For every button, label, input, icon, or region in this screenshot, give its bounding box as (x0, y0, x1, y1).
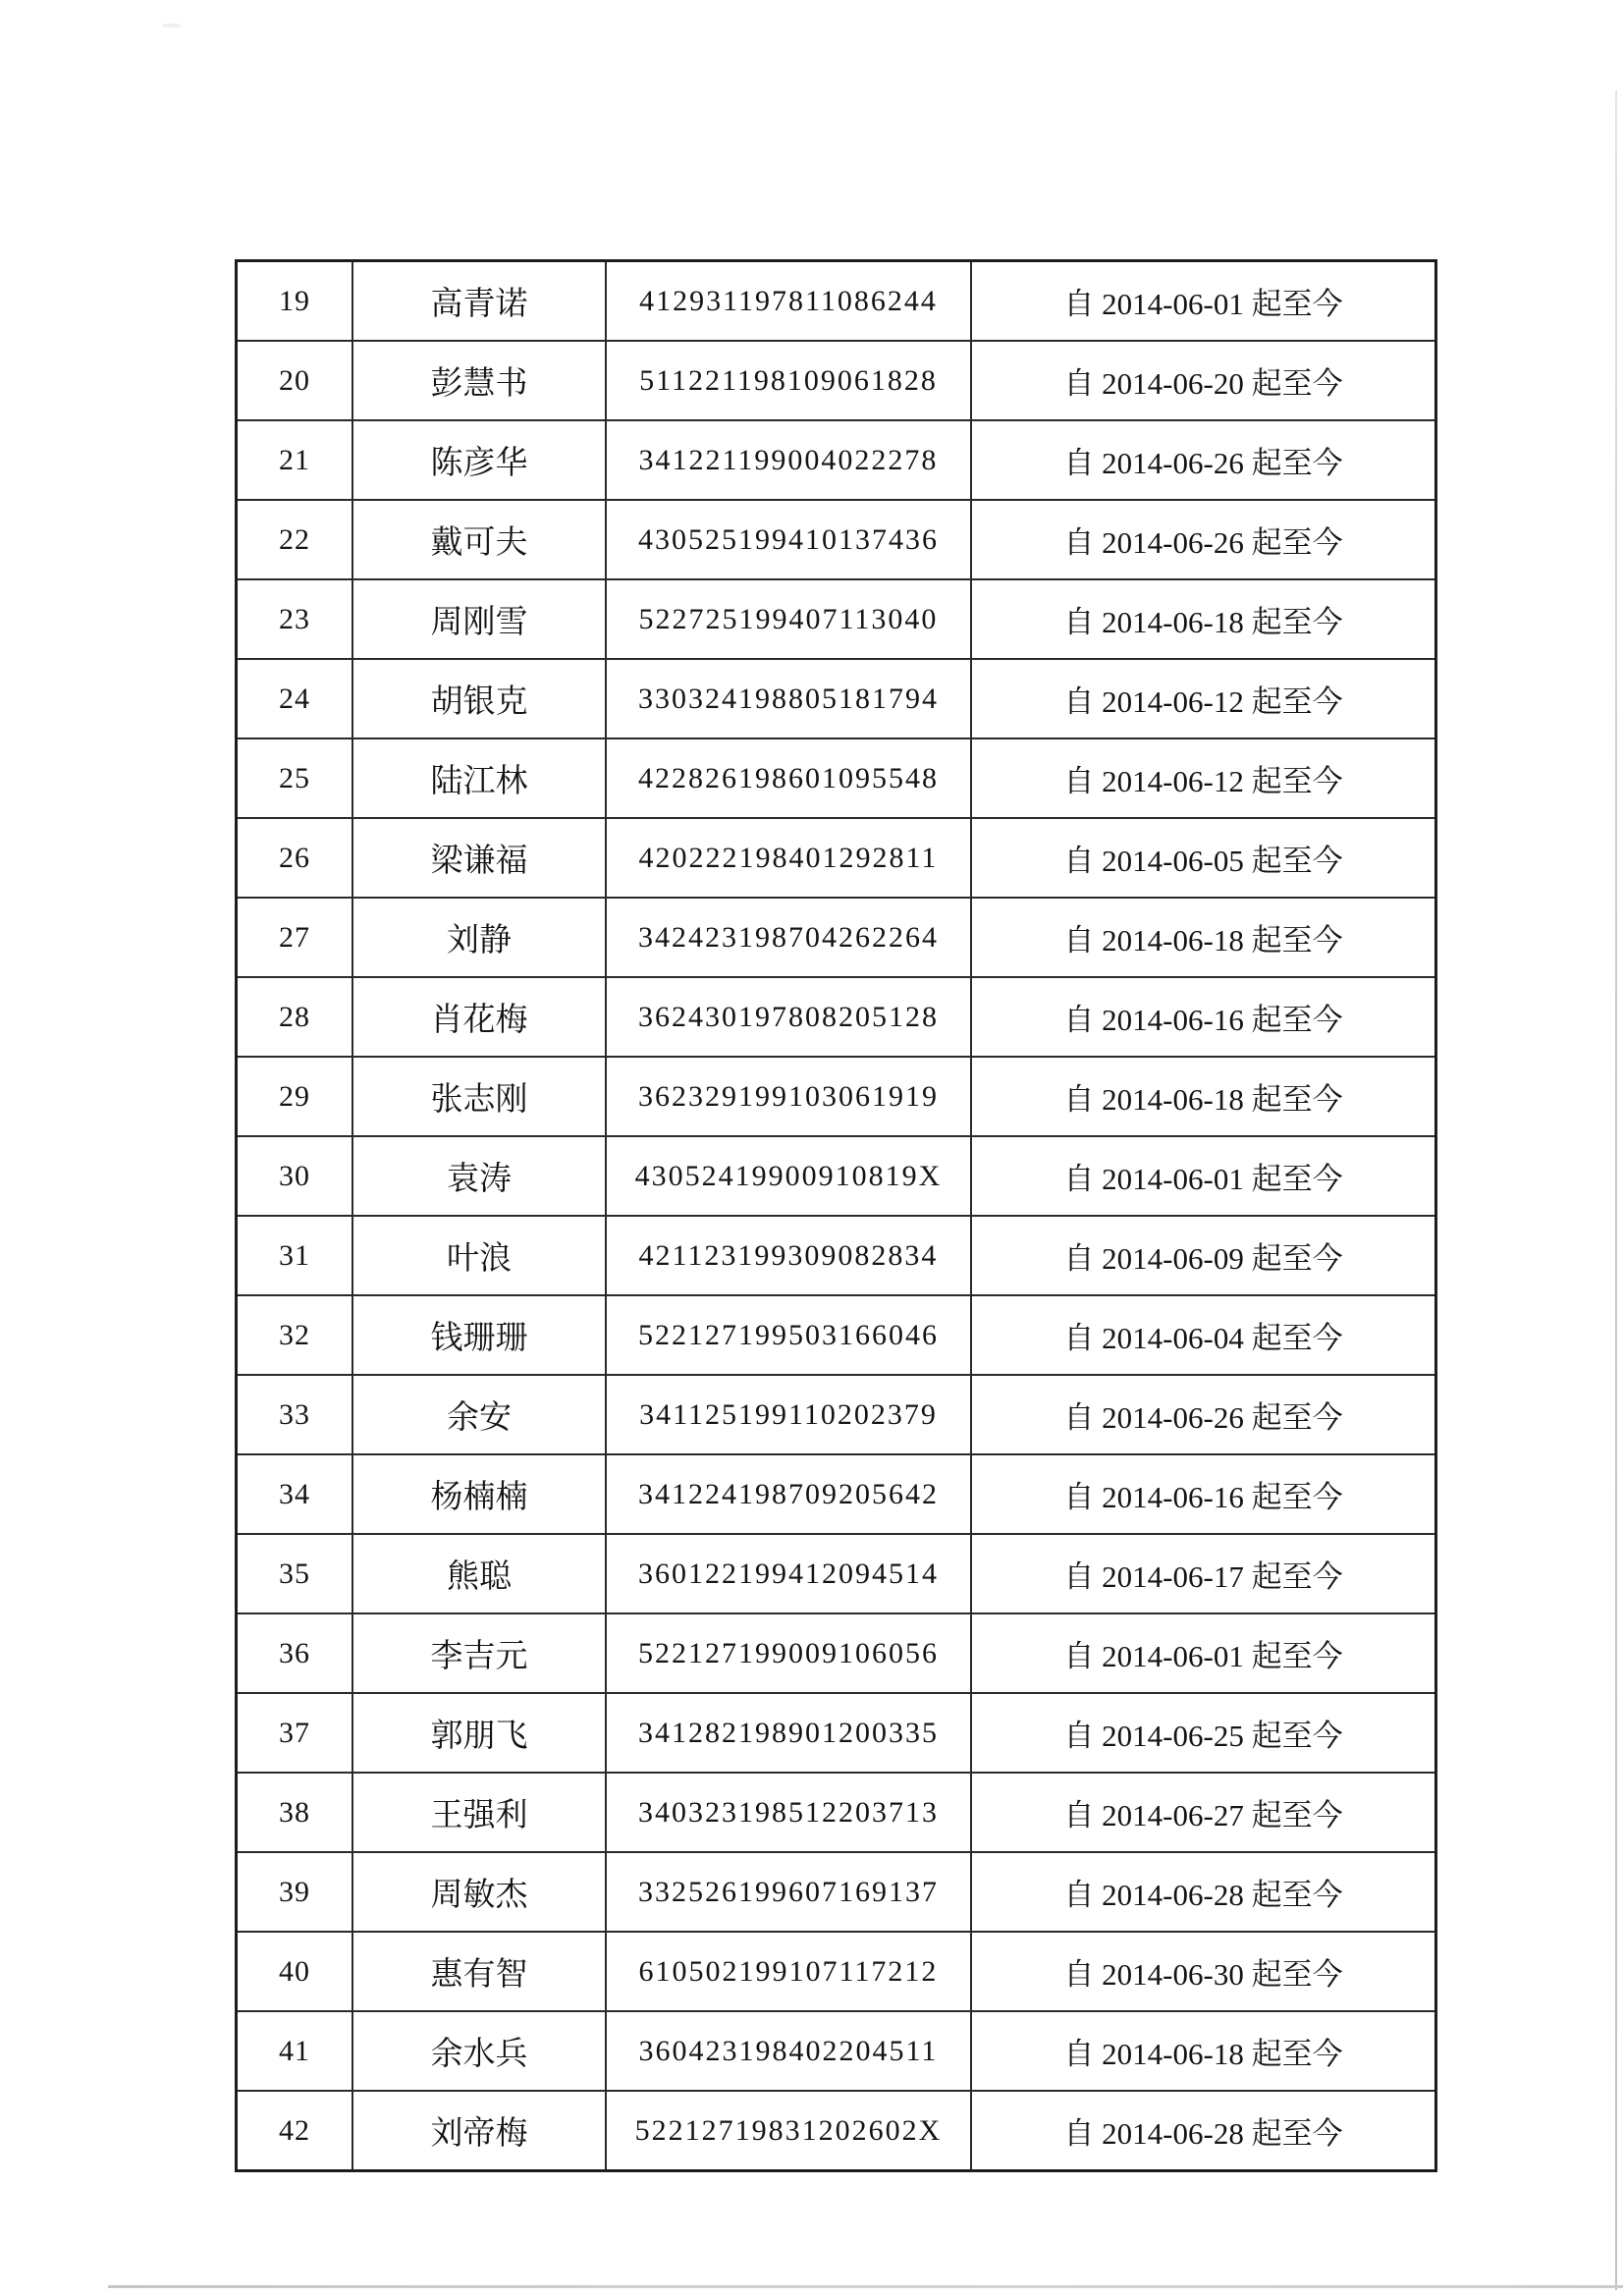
name-cell: 彭慧书 (352, 341, 606, 420)
date-range-cell: 自 2014-06-18 起至今 (971, 898, 1436, 977)
id-number-cell: 421123199309082834 (606, 1216, 971, 1295)
date-range-cell: 自 2014-06-05 起至今 (971, 818, 1436, 898)
table-row (237, 818, 1436, 898)
row-number-cell: 41 (237, 2011, 353, 2091)
table-row (237, 1295, 1436, 1375)
row-number-cell: 20 (237, 341, 353, 420)
id-number-cell: 522127199503166046 (606, 1295, 971, 1375)
row-number-cell: 26 (237, 818, 353, 898)
name-cell: 梁谦福 (352, 818, 606, 898)
table-row (237, 341, 1436, 420)
name-cell: 王强利 (352, 1773, 606, 1852)
scan-smudge-artifact (163, 24, 181, 27)
id-number-cell: 362329199103061919 (606, 1057, 971, 1136)
id-number-cell: 610502199107117212 (606, 1932, 971, 2011)
name-cell: 陆江林 (352, 738, 606, 818)
id-number-cell: 330324198805181794 (606, 659, 971, 738)
roster-table (235, 259, 1437, 2172)
row-number-cell: 34 (237, 1454, 353, 1534)
table-row (237, 420, 1436, 500)
row-number-cell: 32 (237, 1295, 353, 1375)
date-range-cell: 自 2014-06-01 起至今 (971, 1613, 1436, 1693)
name-cell: 余水兵 (352, 2011, 606, 2091)
table-row (237, 579, 1436, 659)
table-row (237, 898, 1436, 977)
date-range-cell: 自 2014-06-17 起至今 (971, 1534, 1436, 1613)
date-range-cell: 自 2014-06-18 起至今 (971, 1057, 1436, 1136)
date-range-cell: 自 2014-06-01 起至今 (971, 261, 1436, 342)
row-number-cell: 30 (237, 1136, 353, 1216)
date-range-cell: 自 2014-06-28 起至今 (971, 2091, 1436, 2171)
date-range-cell: 自 2014-06-25 起至今 (971, 1693, 1436, 1773)
id-number-cell: 511221198109061828 (606, 341, 971, 420)
id-number-cell: 362430197808205128 (606, 977, 971, 1057)
table-row (237, 500, 1436, 579)
id-number-cell: 422826198601095548 (606, 738, 971, 818)
row-number-cell: 27 (237, 898, 353, 977)
date-range-cell: 自 2014-06-09 起至今 (971, 1216, 1436, 1295)
name-cell: 杨楠楠 (352, 1454, 606, 1534)
id-number-cell: 360423198402204511 (606, 2011, 971, 2091)
table-row (237, 1852, 1436, 1932)
row-number-cell: 25 (237, 738, 353, 818)
table-row (237, 1932, 1436, 2011)
date-range-cell: 自 2014-06-16 起至今 (971, 1454, 1436, 1534)
row-number-cell: 31 (237, 1216, 353, 1295)
row-number-cell: 23 (237, 579, 353, 659)
id-number-cell: 522725199407113040 (606, 579, 971, 659)
name-cell: 郭朋飞 (352, 1693, 606, 1773)
table-row (237, 1216, 1436, 1295)
name-cell: 胡银克 (352, 659, 606, 738)
name-cell: 钱珊珊 (352, 1295, 606, 1375)
id-number-cell: 420222198401292811 (606, 818, 971, 898)
name-cell: 肖花梅 (352, 977, 606, 1057)
scan-edge-right-line (1615, 90, 1617, 2290)
table-row (237, 2011, 1436, 2091)
name-cell: 刘帝梅 (352, 2091, 606, 2171)
name-cell: 叶浪 (352, 1216, 606, 1295)
table-row (237, 977, 1436, 1057)
id-number-cell: 341221199004022278 (606, 420, 971, 500)
date-range-cell: 自 2014-06-27 起至今 (971, 1773, 1436, 1852)
row-number-cell: 38 (237, 1773, 353, 1852)
name-cell: 陈彦华 (352, 420, 606, 500)
name-cell: 熊聪 (352, 1534, 606, 1613)
id-number-cell: 360122199412094514 (606, 1534, 971, 1613)
table-row (237, 738, 1436, 818)
name-cell: 刘静 (352, 898, 606, 977)
name-cell: 余安 (352, 1375, 606, 1454)
row-number-cell: 36 (237, 1613, 353, 1693)
date-range-cell: 自 2014-06-18 起至今 (971, 579, 1436, 659)
row-number-cell: 21 (237, 420, 353, 500)
row-number-cell: 39 (237, 1852, 353, 1932)
table-row (237, 1534, 1436, 1613)
id-number-cell: 341282198901200335 (606, 1693, 971, 1773)
row-number-cell: 37 (237, 1693, 353, 1773)
name-cell: 周敏杰 (352, 1852, 606, 1932)
date-range-cell: 自 2014-06-20 起至今 (971, 341, 1436, 420)
row-number-cell: 22 (237, 500, 353, 579)
table-row (237, 2091, 1436, 2171)
name-cell: 张志刚 (352, 1057, 606, 1136)
row-number-cell: 24 (237, 659, 353, 738)
date-range-cell: 自 2014-06-18 起至今 (971, 2011, 1436, 2091)
name-cell: 惠有智 (352, 1932, 606, 2011)
date-range-cell: 自 2014-06-26 起至今 (971, 1375, 1436, 1454)
name-cell: 李吉元 (352, 1613, 606, 1693)
date-range-cell: 自 2014-06-01 起至今 (971, 1136, 1436, 1216)
row-number-cell: 28 (237, 977, 353, 1057)
date-range-cell: 自 2014-06-26 起至今 (971, 500, 1436, 579)
date-range-cell: 自 2014-06-28 起至今 (971, 1852, 1436, 1932)
date-range-cell: 自 2014-06-16 起至今 (971, 977, 1436, 1057)
id-number-cell: 332526199607169137 (606, 1852, 971, 1932)
row-number-cell: 40 (237, 1932, 353, 2011)
id-number-cell: 52212719831202602X (606, 2091, 971, 2171)
table-row (237, 261, 1436, 342)
date-range-cell: 自 2014-06-30 起至今 (971, 1932, 1436, 2011)
table-row (237, 659, 1436, 738)
id-number-cell: 340323198512203713 (606, 1773, 971, 1852)
row-number-cell: 33 (237, 1375, 353, 1454)
date-range-cell: 自 2014-06-12 起至今 (971, 659, 1436, 738)
id-number-cell: 43052419900910819X (606, 1136, 971, 1216)
name-cell: 周刚雪 (352, 579, 606, 659)
date-range-cell: 自 2014-06-12 起至今 (971, 738, 1436, 818)
date-range-cell: 自 2014-06-26 起至今 (971, 420, 1436, 500)
name-cell: 高青诺 (352, 261, 606, 342)
id-number-cell: 522127199009106056 (606, 1613, 971, 1693)
row-number-cell: 19 (237, 261, 353, 342)
table-row (237, 1613, 1436, 1693)
scan-edge-bottom-line (108, 2285, 1623, 2288)
row-number-cell: 42 (237, 2091, 353, 2171)
roster-table-body (237, 261, 1436, 2171)
id-number-cell: 430525199410137436 (606, 500, 971, 579)
id-number-cell: 412931197811086244 (606, 261, 971, 342)
name-cell: 袁涛 (352, 1136, 606, 1216)
table-row (237, 1375, 1436, 1454)
id-number-cell: 341125199110202379 (606, 1375, 971, 1454)
date-range-cell: 自 2014-06-04 起至今 (971, 1295, 1436, 1375)
table-row (237, 1136, 1436, 1216)
table-row (237, 1454, 1436, 1534)
row-number-cell: 29 (237, 1057, 353, 1136)
table-row (237, 1773, 1436, 1852)
id-number-cell: 341224198709205642 (606, 1454, 971, 1534)
row-number-cell: 35 (237, 1534, 353, 1613)
id-number-cell: 342423198704262264 (606, 898, 971, 977)
name-cell: 戴可夫 (352, 500, 606, 579)
table-row (237, 1057, 1436, 1136)
table-row (237, 1693, 1436, 1773)
